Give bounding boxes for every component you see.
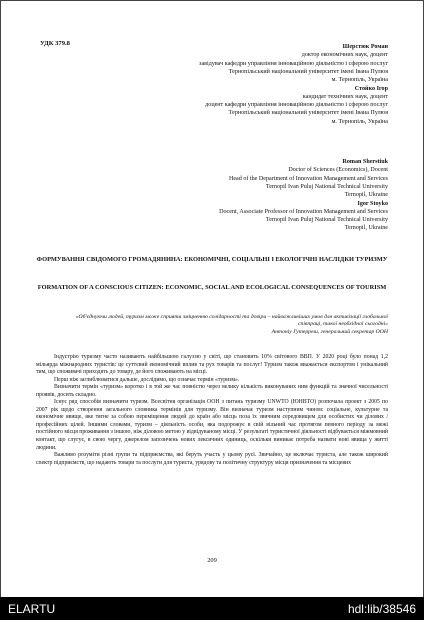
paragraph: Індустрію туризму часто називають найбільшою галуззю у світі, що становить 10% світового ВВП. У 2020 році було понад 1,2 мільярда міжнародних туристів: це суттєвий економічний вплив та рух товарів та послуг! Туризм також вважається експортом і унікальний тим, що споживачі приходять до товару, де його споживають на місці. (36, 354, 388, 376)
author-line: Ternopil, Ukraine (344, 225, 388, 232)
epigraph-text: «Об'єднуючи людей, туризм може сприяти зміцненню солідарності та довіри – найважливіших умов для активізації глобальної співпраці, такої необхідної сьогодні» (75, 314, 388, 328)
paragraph: Важливо розуміти різні групи та підприємства, які беруть участь у цьому русі. Звичайно, це включає туриста, але також широкий спектр підприємств, що надають товари та послуги для туриста, урядову та політичну структуру місця призначення та місцевих (36, 452, 388, 466)
author-block-en-1 (58, 158, 388, 199)
epigraph (58, 314, 388, 336)
article-body (36, 354, 388, 467)
author-line: Docent, Associate Professor of Innovation Management and Services (219, 208, 388, 215)
udk-code: УДК 379.8 (40, 40, 70, 47)
author-line: Ternopil, Ukraine (344, 192, 388, 199)
epigraph-author: Антоніу Гутерреш, генеральний секретар ООН (271, 328, 388, 335)
author-name: Igor Stoyko (357, 200, 388, 207)
author-line: Ternopil Ivan Puluj National Technical University (265, 183, 388, 190)
author-block-ua-2 (58, 85, 388, 126)
author-line: Head of the Department of Innovation Management and Services (228, 175, 388, 182)
paragraph: Існує ряд способів визначити туризм. Всесвітня організація ООН з питань туризму UNWTO (ЮНВТО) розпочала проект з 2005 по 2007 рік щодо створення загального словника термінів для туризму. Він визначає туризм наступним чином: соціальне, культурне та економічне явище, яке тягне за собою переміщення людей до країн або місць поза їх звичним середовищем для особистих чи ділових / професійних цілей. Іншими словами, туризм – діяльність особи, яка подорожує в свій вільний час протягом певного періоду за межі постійного місця проживання з іншою, ніж діловою метою у відвідуваному місці. У результаті туристичної діяльності відбувається міжмовний контакт, що слугує, в свою чергу, джерелом запозичень нових лексичних одиниць, оскільки виникає потреба назвати нові явища у житті людини. (36, 399, 388, 451)
author-line: Тернопільський національний університет імені Івана Пулюя (228, 110, 388, 117)
author-block-en-2 (58, 200, 388, 233)
author-line: завідувач кафедри управління інноваційною діяльністю і сферою послуг (199, 60, 388, 67)
author-name: Стойко Ігор (354, 85, 388, 92)
author-line: Тернопільський національний університет імені Івана Пулюя (228, 68, 388, 75)
author-line: Doctor of Sciences (Economics), Docent (288, 167, 388, 174)
author-line: доктор економічних наук, доцент (301, 52, 388, 59)
paragraph: Визначити термін «туризм» коротко і в той же час повністю через велику кількість виконуваних ним функцій та значної чисельності проявів, досить складно. (36, 384, 388, 398)
author-line: м. Тернопіль, Україна (331, 118, 388, 125)
author-line: Ternopil Ivan Puluj National Technical University (265, 217, 388, 224)
author-name: Roman Sherstiuk (342, 159, 388, 165)
title-ua: ФОРМУВАННЯ СВІДОМОГО ГРОМАДЯНИНА: ЕКОНОМІЧНІ, СОЦІАЛЬНІ І ЕКОЛОГІЧНІ НАСЛІДКИ ТУРИЗМУ (36, 256, 388, 263)
title-en: FORMATION OF A CONSCIOUS CITIZEN: ECONOMIC, SOCIAL AND ECOLOGICAL CONSEQUENCES OF TOURISM (37, 284, 387, 291)
page-number: 209 (207, 557, 217, 564)
author-line: кандидат технічних наук, доцент (302, 93, 388, 100)
author-line: доцент кафедри управління інноваційною діяльністю і сферою послуг (205, 102, 388, 109)
author-name: Шерстюк Роман (342, 44, 388, 50)
author-block-ua-1 (58, 43, 388, 84)
handle-id: hdl:lib/38546 (347, 602, 416, 616)
author-line: м. Тернопіль, Україна (331, 77, 388, 84)
repository-name: ELARTU (8, 602, 56, 616)
paragraph: Перш ніж заглиблюватися дальше, дослідимо, що означає термін «туризм». (54, 376, 240, 383)
footer-bar (0, 597, 424, 620)
